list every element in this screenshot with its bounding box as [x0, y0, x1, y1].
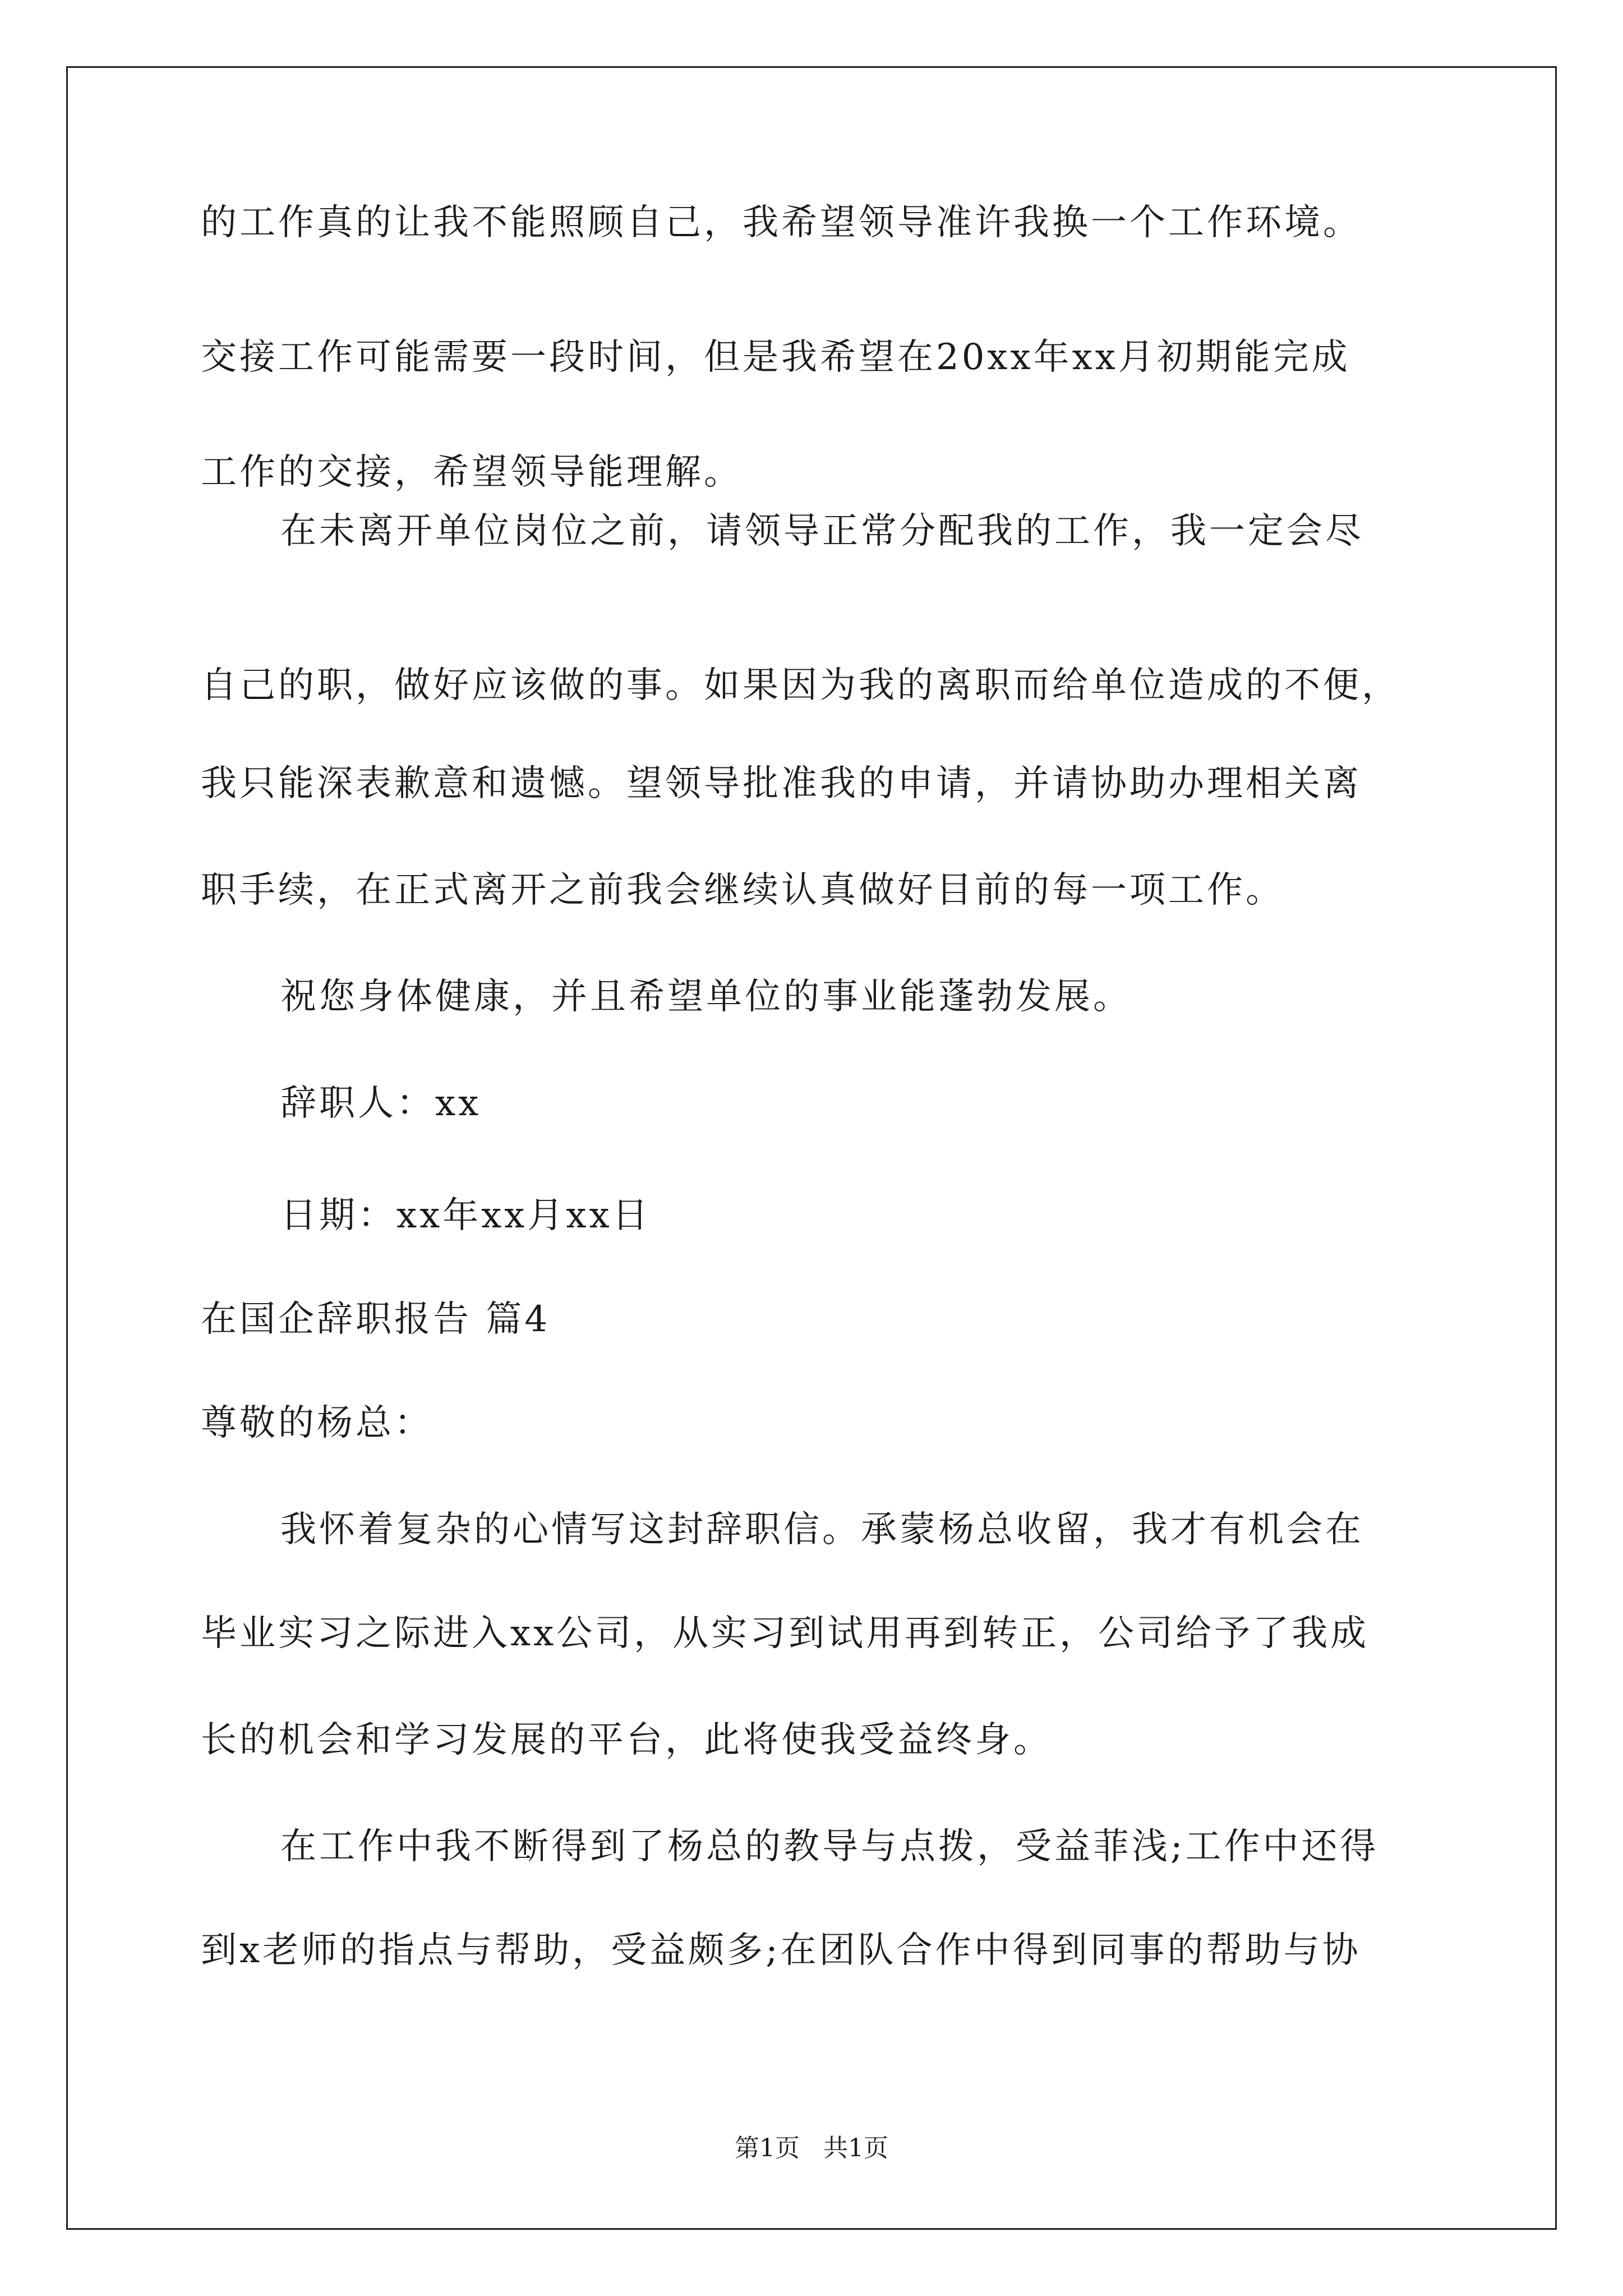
salutation: 尊敬的杨总：	[201, 1402, 433, 1444]
body-line: 工作的交接，希望领导能理解。	[201, 452, 743, 493]
body-line: 我怀着复杂的心情写这封辞职信。承蒙杨总收留，我才有机会在	[280, 1509, 1364, 1550]
section-title: 在国企辞职报告 篇4	[201, 1299, 551, 1340]
body-line: 在未离开单位岗位之前，请领导正常分配我的工作，我一定会尽	[280, 510, 1364, 552]
body-line: 祝您身体健康，并且希望单位的事业能蓬勃发展。	[280, 976, 1132, 1018]
body-line: 在工作中我不断得到了杨总的教导与点拨，受益菲浅;工作中还得	[280, 1826, 1379, 1867]
body-line: 交接工作可能需要一段时间，但是我希望在20xx年xx月初期能完成	[201, 337, 1350, 378]
body-line: 长的机会和学习发展的平台，此将使我受益终身。	[201, 1719, 1052, 1761]
body-line: 职手续，在正式离开之前我会继续认真做好目前的每一项工作。	[201, 869, 1284, 911]
body-line: 的工作真的让我不能照顾自己，我希望领导准许我换一个工作环境。	[201, 202, 1362, 243]
date-line: 日期：xx年xx月xx日	[280, 1195, 651, 1236]
body-line: 到x老师的指点与帮助，受益颇多;在团队合作中得到同事的帮助与协	[201, 1930, 1361, 1971]
body-line: 毕业实习之际进入xx公司，从实习到试用再到转正，公司给予了我成	[201, 1613, 1370, 1654]
body-line: 自己的职，做好应该做的事。如果因为我的离职而给单位造成的不便，	[201, 665, 1400, 706]
signer-line: 辞职人：xx	[280, 1083, 482, 1124]
body-line: 我只能深表歉意和遗憾。望领导批准我的申请，并请协助办理相关离	[201, 763, 1362, 804]
page-border	[66, 66, 1557, 2230]
page-number-footer: 第1页 共1页	[735, 2134, 888, 2162]
